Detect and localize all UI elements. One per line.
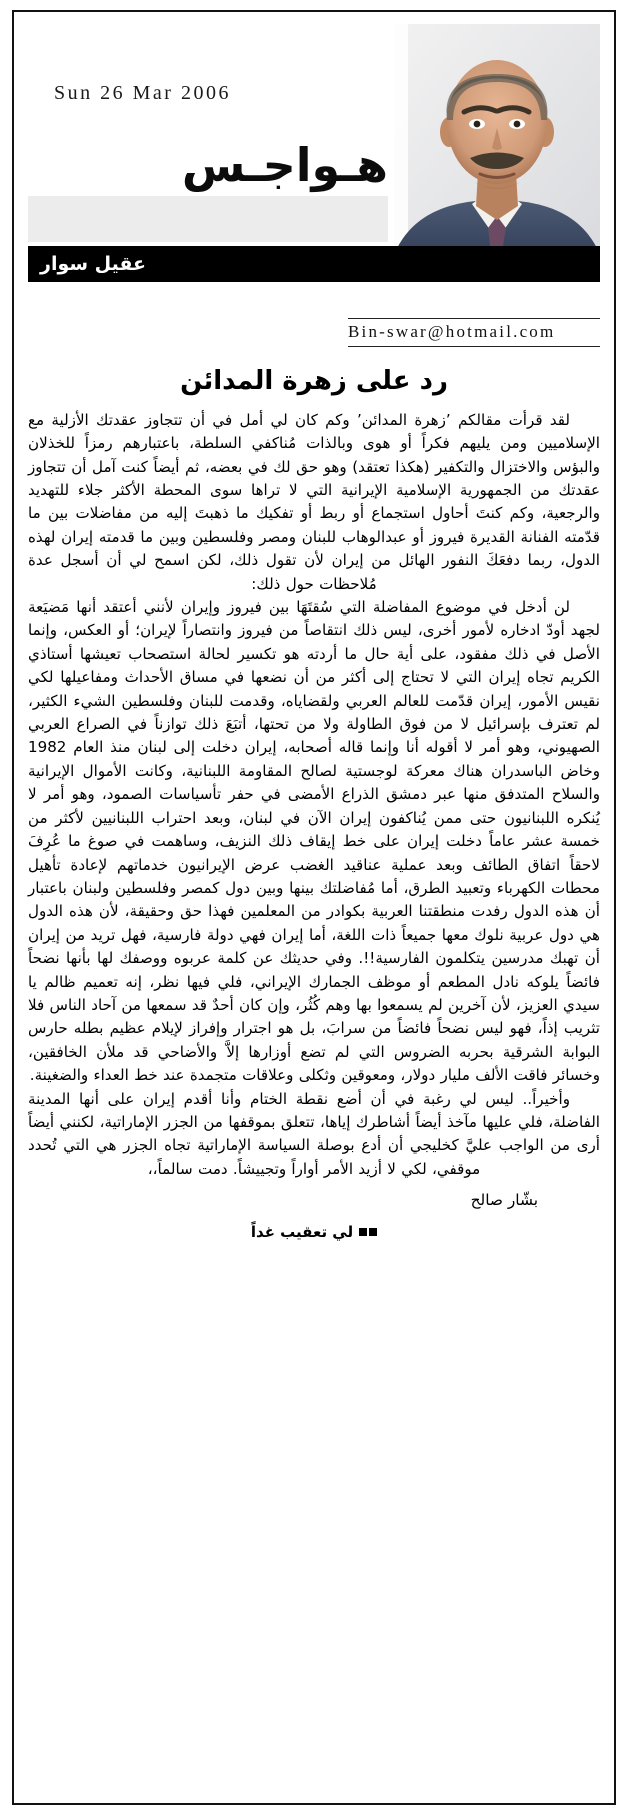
publication-date: Sun 26 Mar 2006 [54, 82, 231, 104]
article-paragraph: وأخيراً.. ليس لي رغبة ﻓﻲ أن أضع نقطة الختام وأنا أقدم إيران على أنها المدينة الفاضلة، فلي عليها مآخذ أيضاً أشاطرك إياها، تتعلق بموقفها من الجزر الإماراتية، لكنني أيضاً أرى من الواجب عليَّ كخليجي أن أدع بوصلة السياسة الإماراتية تجاه الجزر هي التي تُحدد موقفي، لكي لا أزيد الأمر أواراً وتجييشاً. دمت سالماً،، [28, 1089, 600, 1178]
contact-email[interactable]: Bin-swar@hotmail.com [348, 322, 556, 341]
column-logo-band [28, 134, 388, 242]
article-footnote [28, 1223, 600, 1241]
columnist-name: عقيل سوار [40, 253, 147, 275]
columnist-portrait [394, 24, 600, 274]
columnist-byline-bar [28, 246, 600, 282]
column-logo-title: هـواجـس [181, 138, 388, 192]
contact-email-block [28, 318, 600, 347]
masthead [28, 24, 600, 302]
column-frame [12, 10, 616, 1805]
article-headline: رد على زهرة المدائن [180, 366, 448, 396]
logo-grey-bar [28, 196, 388, 242]
article-paragraph: لقد قرأت مقالكم ٬زهرة المدائن٬ وكم كان لي أمل ﻓﻲ أن تتجاوز عقدتك الأزلية مع الإسلاميين ومن يليهم فكراً أو هوى وبالذات مُناكفي السلطة، باعتبارهم رمزاً للخذلان والبؤس والاختزال والتكفير (هكذا تعتقد) وهو حق لك ﻓﻲ بعضه، ثم أيضاً كنت آمل أن تتجاوز عقدتك من الجمهورية الإسلامية الإيرانية التي لا تراها سوى المحطة الأكثر جلاء للتهديد والرجعية، وكم كنتَ أحاول استجماع أو ربط أو تفكيك ما ذهبتَ إليه من مفاضلات بين ما قدّمته الفنانة القديرة فيروز أو عبدالوهاب للبنان ومصر وفلسطين وبين ما قدمته إيران لهذه الدول، ربما دفعَكَ النفور الهائل من إيران لأن تقول ذلك، لكن اسمح لي أن أسجل عدة مُلاحظات حول ذلك: [28, 410, 600, 593]
email-rule-bottom [348, 346, 600, 347]
article-signature: بشّار صالح [470, 1191, 538, 1210]
square-bullet-icon [359, 1228, 377, 1236]
footnote-text: لي تعقيب غداً [250, 1223, 354, 1242]
article-paragraph: لن أدخل ﻓﻲ موضوع المفاضلة التي سُقتَهَا بين فيروز وإيران لأنني أعتقد أنها مَضيَعة لجهد أودّ ادخاره لأمور أخرى، ليس ذلك انتقاصاً من فيروز وانتصاراً لإيران؛ أو العكس، وإنما الأصل ﻓﻲ ذلك مفقود، على أية حال ما أردته هو تكسير لحالة استصحاب تعيشها أستاذي الكريم تجاه إيران التي لا تحتاج إلى أكثر من أن نضعها ﻓﻲ مساق الأحداث ومفاعيلها لكي نقيس الأمور، إيران قدّمت للعالم العربي ولقضاياه، وقدمت للبنان وفلسطين الشيء الكثير، لم تعترف بإسرائيل لا من فوق الطاولة ولا من تحتها، أتبَعَ ذلك توازناً ﻓﻲ الصراع العربي الصهيوني، وهو أمر لا أقوله أنا وإنما قاله أصحابه، إيران دخلت إلى لبنان منذ العام 1982 وخاض الباسدران هناك معركة لوجستية لصالح المقاومة اللبنانية، وكانت الأموال الإيرانية والسلاح المتدفق منها عبر دمشق الذراع الأمضى ﻓﻲ حفر تأسياسات الصمود، وهو أمر لا يُنكره اللبنانيون حتى ممن يُناكفون إيران الآن ﻓﻲ لبنان، وبعد احتراب اللبنانيين لأكثر من خمسة عشر عاماً دخلت إيران على خط إيقاف ذلك النزيف، وساهمت ﻓﻲ صوغ ما عُرِفَ لاحقاً اتفاق الطائف وبعد عملية عناقيد الغضب عرض الإيرانيون خدماتهم لإعادة تأهيل محطات الكهرباء وتعبيد الطرق، أما مُفاضلتك بينها وبين دول كمصر وفلسطين ولبنان باعتبار أن هذه الدول رفدت منطقتنا العربية بكوادر من المعلمين فهذا حق وحقيقة، لأن هذه الدول هي دول عربية نلوك معها جميعاً ذات اللغة، أما إيران فهي دولة فارسية، فهل تريد من إيران أن تهبك مدرسين يتكلمون الفارسية!!. وﻓﻲ حديثك عن كلمة عربوه ووصفك لها بأنها نضحاً فائضاً يلوكه نادل المطعم أو موظف الجمارك الإيراني، فلي فيها نظر، إنه تعميم ظالم يا سيدي العزيز، لأن آخرين لم يسمعوا بها وهم كُثُر، وإن كان أحدٌ قد سمعها من آحاد الناس فلا تثريب إذاً، فهو ليس نضحاً فائضاً من سرابَ، بل هو اجترار وإفراز لإيلام عظيم بطله حارس البوابة الشرقية بحربه الضروس التي لم تضع أوزارها إلاَّ والأضاحي قد ملأن الخافقين، وخسائر فاقت الألف مليار دولار، ومعوقين وثكلى وعلاقات متجمدة عند خط العداء والضغينة. [28, 598, 600, 1085]
article-body [28, 409, 600, 1181]
